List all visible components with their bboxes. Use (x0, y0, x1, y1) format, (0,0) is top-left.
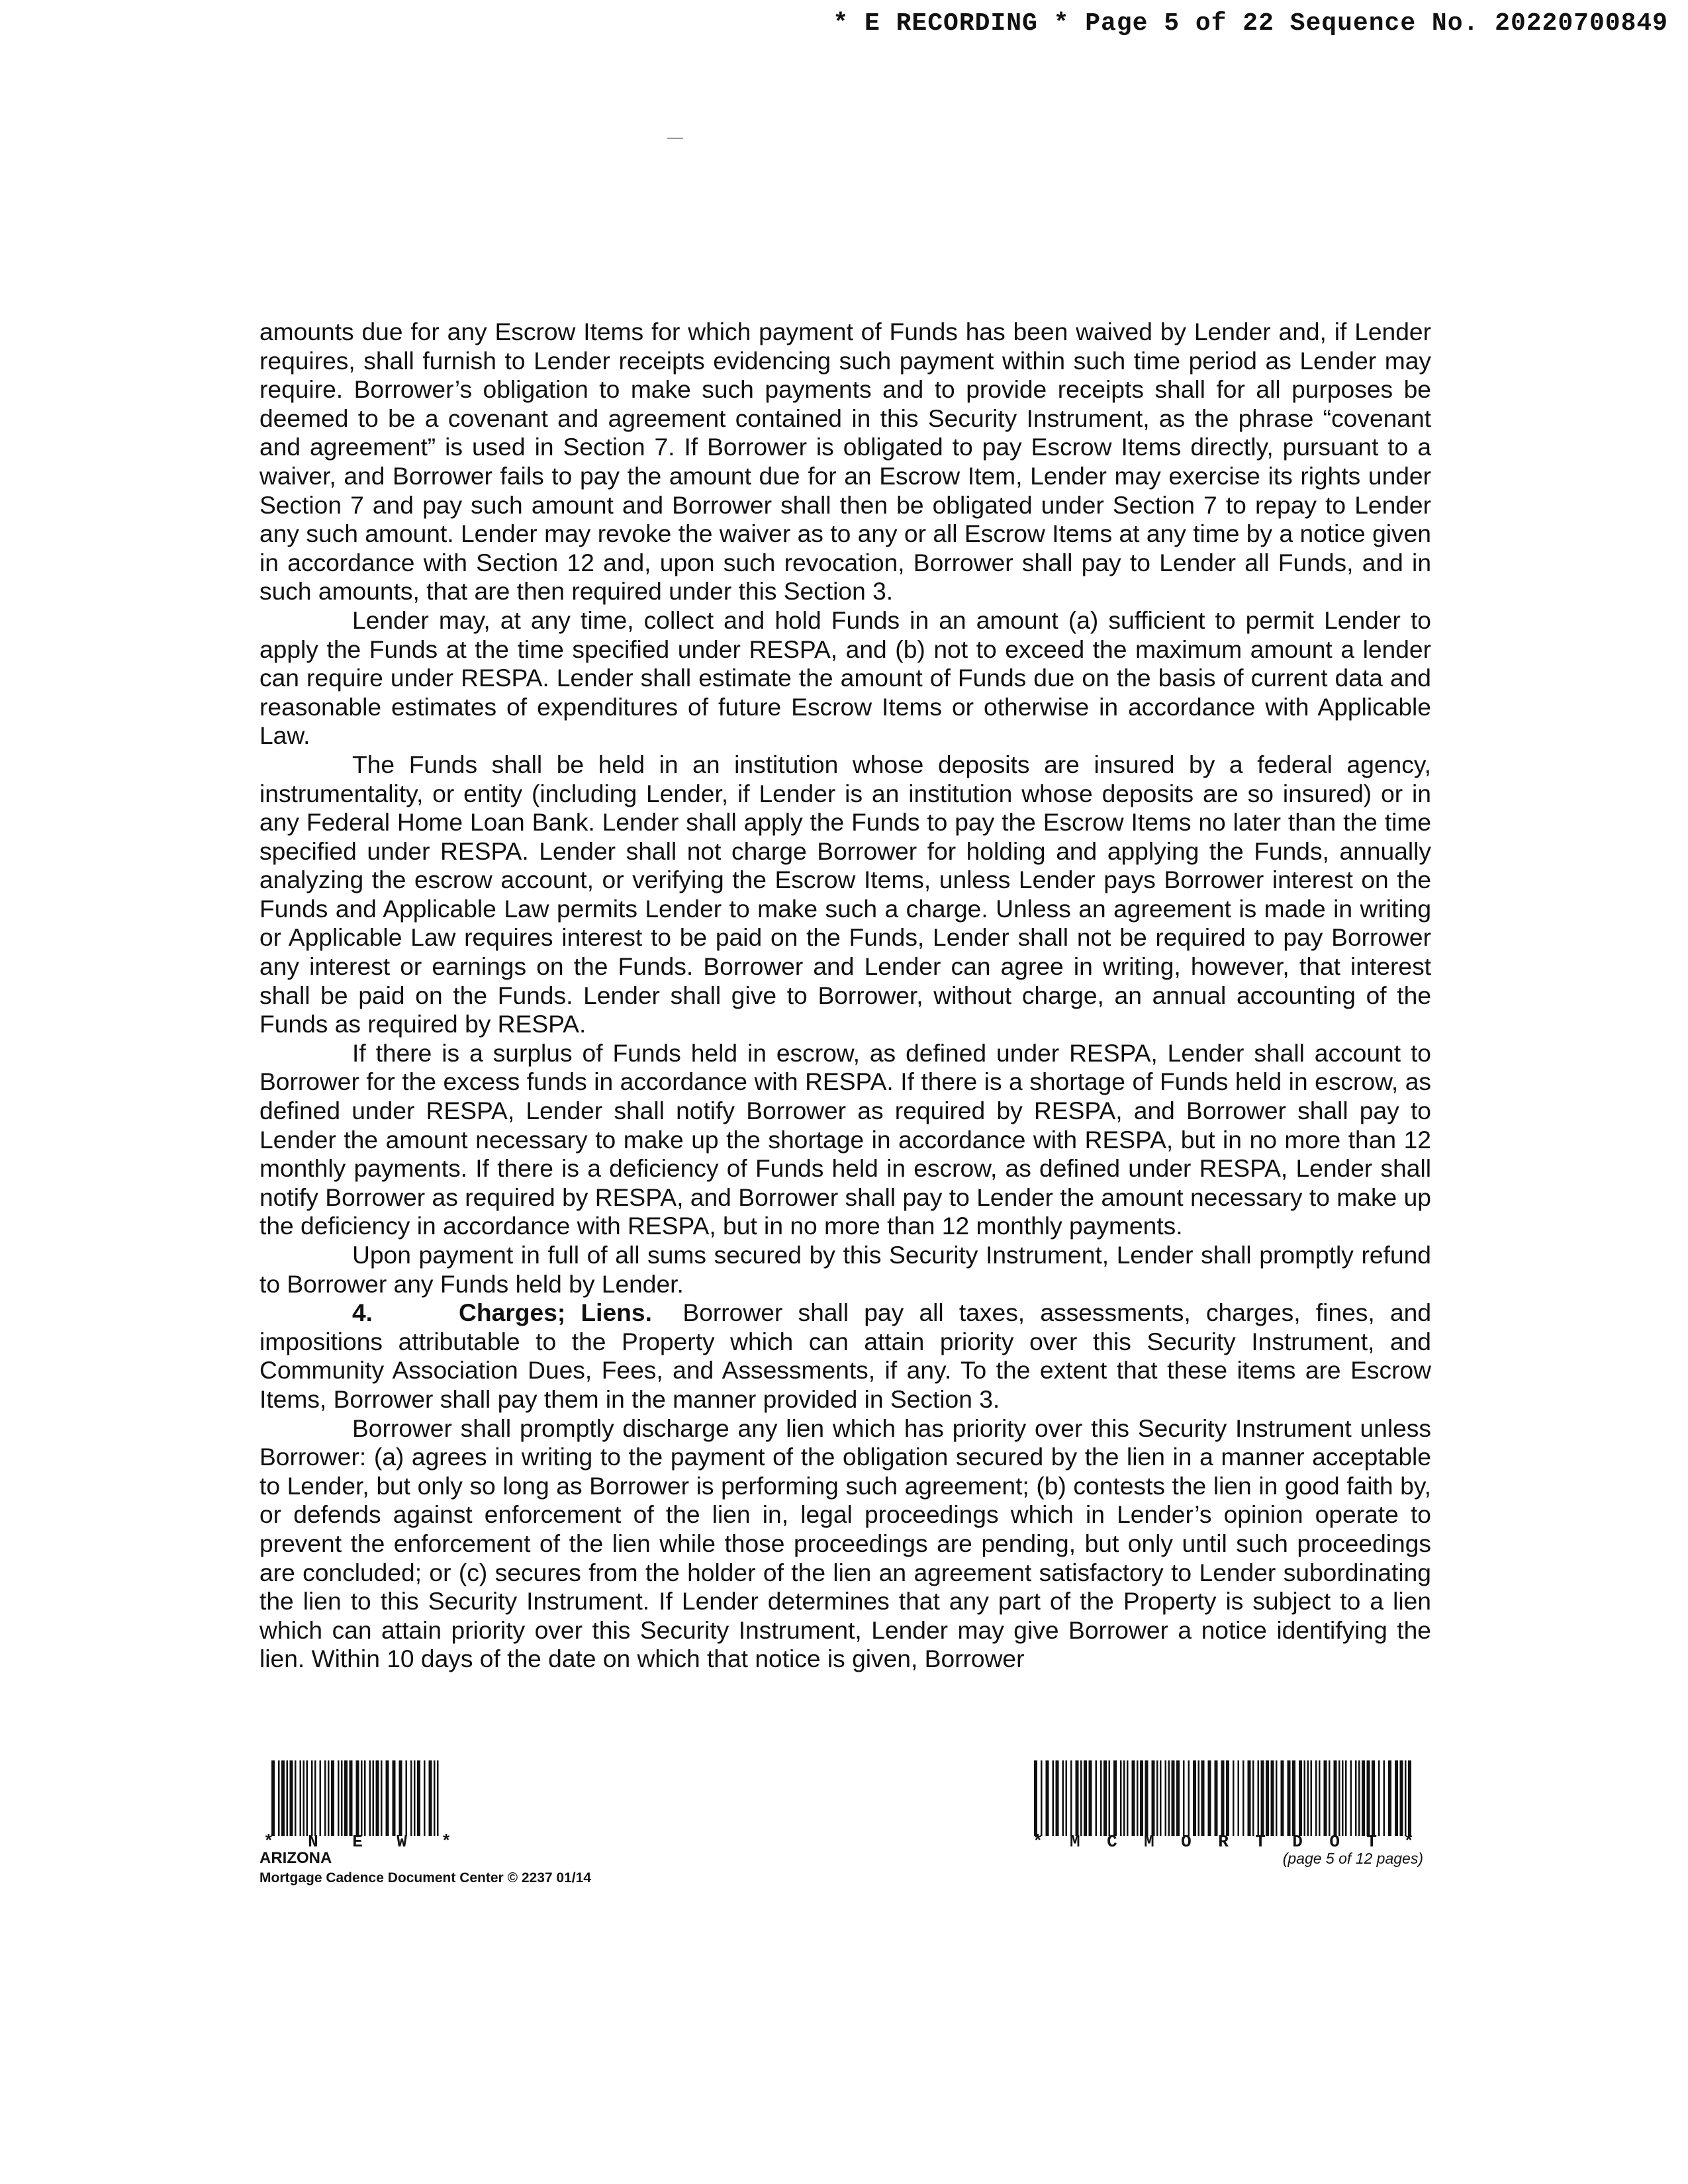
barcode-bar (303, 1760, 305, 1836)
barcode-bar (1342, 1760, 1344, 1836)
barcode-bar (1201, 1760, 1205, 1836)
barcode-bar (1307, 1760, 1309, 1836)
barcode-bar (1258, 1760, 1260, 1836)
barcode-bar (324, 1760, 326, 1836)
barcode-bar (1080, 1760, 1082, 1836)
barcode-bar (381, 1760, 383, 1836)
barcode-bar (1355, 1760, 1357, 1836)
barcode-bar (386, 1760, 389, 1836)
barcode-bar (1062, 1760, 1064, 1836)
barcode-bar (1388, 1760, 1391, 1836)
barcode-bar (1367, 1760, 1370, 1836)
barcode-bar (1311, 1760, 1313, 1836)
barcode-bar (1299, 1760, 1302, 1836)
barcode-bar (1041, 1760, 1043, 1836)
barcode-bar (1405, 1760, 1407, 1836)
barcode-bar (1315, 1760, 1317, 1836)
barcode-bar (1188, 1760, 1190, 1836)
paragraph: Borrower shall promptly discharge any lien which has priority over this Security Instrument unless Borrower: (a) agrees in writing to the payment of the obligation secured by the lien in a manner acceptable to Lender, but only so long as Borrower is performing such agreement; (b) contests the lien in good faith by, or defends against enforcement of the lien in, legal proceedings which in Lender’s opinion operate to prevent the enforcement of the lien while those proceedings are pending, but only until such proceedings are concluded; or (c) secures from the holder of the lien an agreement satisfactory to Lender subordinating the lien to this Security Instrument. If Lender determines that any part of the Property is subject to a lien which can attain priority over this Security Instrument, Lender may give Borrower a notice identifying the lien. Within 10 days of the date on which that notice is given, Borrower (259, 1414, 1431, 1673)
recording-header: * E RECORDING * Page 5 of 22 Sequence No. 20220700849 (833, 9, 1668, 38)
barcode-bar (1215, 1760, 1218, 1836)
document-body (259, 318, 1431, 1674)
barcode-bar (1266, 1760, 1269, 1836)
barcode-bar (1176, 1760, 1180, 1836)
barcode-bar (1113, 1760, 1117, 1836)
barcode-bar (314, 1760, 316, 1836)
barcode-bar (406, 1760, 408, 1836)
form-identifier: Mortgage Cadence Document Center © 2237 01/14 (259, 1870, 591, 1886)
barcode-left (271, 1760, 441, 1836)
barcode-bar (1109, 1760, 1111, 1836)
section-title: Charges; Liens. (459, 1298, 652, 1327)
barcode-bar (376, 1760, 379, 1836)
page-counter: (page 5 of 12 pages) (1282, 1850, 1423, 1867)
paragraph: Upon payment in full of all sums secured by this Security Instrument, Lender shall promptly refund to Borrower any Funds held by Lender. (259, 1241, 1431, 1298)
barcode-bar (1358, 1760, 1360, 1836)
barcode-bar (1288, 1760, 1291, 1836)
barcode-bar (1383, 1760, 1385, 1836)
barcode-bar (1132, 1760, 1135, 1836)
barcode-bar (434, 1760, 436, 1836)
barcode-bar (437, 1760, 439, 1836)
barcode-bar (1084, 1760, 1087, 1836)
barcode-bar (1208, 1760, 1211, 1836)
barcode-bar (414, 1760, 416, 1836)
barcode-bar (278, 1760, 280, 1836)
barcode-bar (1243, 1760, 1244, 1836)
barcode-bar (1304, 1760, 1306, 1836)
barcode-bar (1281, 1760, 1284, 1836)
barcode-bar (1372, 1760, 1375, 1836)
barcode-bar (1096, 1760, 1098, 1836)
barcode-bar (300, 1760, 302, 1836)
barcode-bar (311, 1760, 313, 1836)
barcode-bar (361, 1760, 363, 1836)
paragraph: The Funds shall be held in an institution whose deposits are insured by a federal agency, instrumentality, or entity (including Lender, if Lender is an institution whose deposits are so insured) or in any Federal Home Loan Bank. Lender shall apply the Funds to pay the Escrow Items no later than the time specified under RESPA. Lender shall not charge Borrower for holding and applying the Funds, annually analyzing the escrow account, or verifying the Escrow Items, unless Lender pays Borrower interest on the Funds and Applicable Law permits Lender to make such a charge. Unless an agreement is made in writing or Applicable Law requires interest to be paid on the Funds, Lender shall not be required to pay Borrower any interest or earnings on the Funds. Borrower and Lender can agree in writing, however, that interest shall be paid on the Funds. Lender shall give to Borrower, without charge, an annual accounting of the Funds as required by RESPA. (259, 750, 1431, 1038)
barcode-bar (1292, 1760, 1295, 1836)
barcode-bar (1100, 1760, 1102, 1836)
barcode-bar (1271, 1760, 1274, 1836)
barcode-bar (1248, 1760, 1251, 1836)
barcode-bar (1123, 1760, 1125, 1836)
barcode-bar (1140, 1760, 1143, 1836)
barcode-bar (350, 1760, 353, 1836)
barcode-bar (1338, 1760, 1340, 1836)
barcode-bar (1046, 1760, 1049, 1836)
barcode-bar (271, 1760, 275, 1836)
barcode-bar (399, 1760, 402, 1836)
barcode-bar (1408, 1760, 1411, 1836)
barcode-bar (1400, 1760, 1403, 1836)
barcode-bar (1034, 1760, 1037, 1836)
barcode-bar (1103, 1760, 1107, 1836)
barcode-bar (417, 1760, 420, 1836)
barcode-bar (281, 1760, 285, 1836)
barcode-bar (356, 1760, 359, 1836)
barcode-bar (328, 1760, 330, 1836)
barcode-bar (1261, 1760, 1264, 1836)
barcode-bar (320, 1760, 322, 1836)
barcode-bar (364, 1760, 366, 1836)
barcode-bar (1089, 1760, 1092, 1836)
paragraph: Lender may, at any time, collect and hold Funds in an amount (a) sufficient to permit Lender to apply the Funds at the time specified under RESPA, and (b) not to exceed the maximum amount a lender can require under RESPA. Lender shall estimate the amount of Funds due on the basis of current data and reasonable estimates of expenditures of future Escrow Items or otherwise in accordance with Applicable Law. (259, 606, 1431, 750)
barcode-bar (1319, 1760, 1321, 1836)
barcode-bar (1172, 1760, 1175, 1836)
barcode-bar (1238, 1760, 1240, 1836)
barcode-right (1034, 1760, 1411, 1836)
barcode-bar (1329, 1760, 1331, 1836)
barcode-bar (1345, 1760, 1347, 1836)
barcode-bar (1168, 1760, 1170, 1836)
barcode-bar (1183, 1760, 1185, 1836)
paragraph: amounts due for any Escrow Items for which payment of Funds has been waived by Lender and, if Lender requires, shall furnish to Lender receipts evidencing such payment within such time period as Lender may require. Borrower’s obligation to make such payments and to provide receipts shall for all purposes be deemed to be a covenant and agreement contained in this Security Instrument, as the phrase “covenant and agreement” is used in Section 7. If Borrower is obligated to pay Escrow Items directly, pursuant to a waiver, and Borrower fails to pay the amount due for an Escrow Item, Lender may exercise its rights under Section 7 and pay such amount and Borrower shall then be obligated under Section 7 to repay to Lender any such amount. Lender may revoke the waiver as to any or all Escrow Items at any time by a notice given in accordance with Section 12 and, upon such revocation, Borrower shall pay to Lender all Funds, and in such amounts, that are then required under this Section 3. (259, 318, 1431, 606)
barcode-bar (1350, 1760, 1352, 1836)
barcode-bar (1053, 1760, 1055, 1836)
barcode-bar (369, 1760, 371, 1836)
barcode-bar (424, 1760, 426, 1836)
barcode-bar (1334, 1760, 1337, 1836)
barcode-right-caption: * M C M O R T D O T * (1033, 1832, 1414, 1852)
barcode-bar (1160, 1760, 1162, 1836)
barcode-bar (1193, 1760, 1196, 1836)
barcode-bar (341, 1760, 343, 1836)
barcode-left-caption: * N E W * (263, 1832, 451, 1852)
barcode-bar (1070, 1760, 1072, 1836)
barcode-bar (1276, 1760, 1278, 1836)
barcode-bar (1120, 1760, 1122, 1836)
barcode-bar (290, 1760, 293, 1836)
barcode-bar (1362, 1760, 1365, 1836)
barcode-bar (1152, 1760, 1155, 1836)
barcode-bar (1066, 1760, 1068, 1836)
section-number: 4. (352, 1298, 373, 1327)
barcode-bar (1076, 1760, 1079, 1836)
barcode-bar (393, 1760, 396, 1836)
paragraph: If there is a surplus of Funds held in escrow, as defined under RESPA, Lender shall account to Borrower for the excess funds in accordance with RESPA. If there is a shortage of Funds held in escrow, as defined under RESPA, Lender shall notify Borrower as required by RESPA, and Borrower shall pay to Lender the amount necessary to make up the shortage in accordance with RESPA, but in no more than 12 monthly payments. If there is a deficiency of Funds held in escrow, as defined under RESPA, Lender shall notify Borrower as required by RESPA, and Borrower shall pay to Lender the amount necessary to make up the deficiency in accordance with RESPA, but in no more than 12 monthly payments. (259, 1038, 1431, 1240)
barcode-bar (1221, 1760, 1225, 1836)
barcode-bar (287, 1760, 289, 1836)
barcode-bar (1056, 1760, 1059, 1836)
barcode-bar (1156, 1760, 1158, 1836)
barcode-bar (1198, 1760, 1200, 1836)
scan-artifact (667, 138, 683, 139)
barcode-bar (429, 1760, 432, 1836)
section-text: Borrower shall pay all taxes, assessments, charges, fines, and impositions attributable to the Property which can attain priority over this Security Instrument, and Community Association Dues, Fees, and Assessments, if any. To the extent that these items are Escrow Items, Borrower shall pay them in the manner provided in Section 3. (259, 1298, 1431, 1413)
state-label: ARIZONA (259, 1849, 332, 1867)
barcode-bar (338, 1760, 340, 1836)
barcode-bar (1324, 1760, 1327, 1836)
barcode-bar (306, 1760, 308, 1836)
barcode-bar (1233, 1760, 1235, 1836)
section-4-paragraph (259, 1298, 1431, 1414)
barcode-bar (1378, 1760, 1380, 1836)
barcode-bar (1252, 1760, 1254, 1836)
barcode-bar (1226, 1760, 1229, 1836)
barcode-bar (410, 1760, 412, 1836)
barcode-bar (331, 1760, 334, 1836)
barcode-bar (1165, 1760, 1167, 1836)
barcode-bar (1145, 1760, 1149, 1836)
barcode-bar (1127, 1760, 1129, 1836)
barcode-bar (344, 1760, 348, 1836)
barcode-bar (373, 1760, 375, 1836)
barcode-bar (295, 1760, 297, 1836)
barcode-bar (1395, 1760, 1398, 1836)
barcode-bar (1137, 1760, 1139, 1836)
